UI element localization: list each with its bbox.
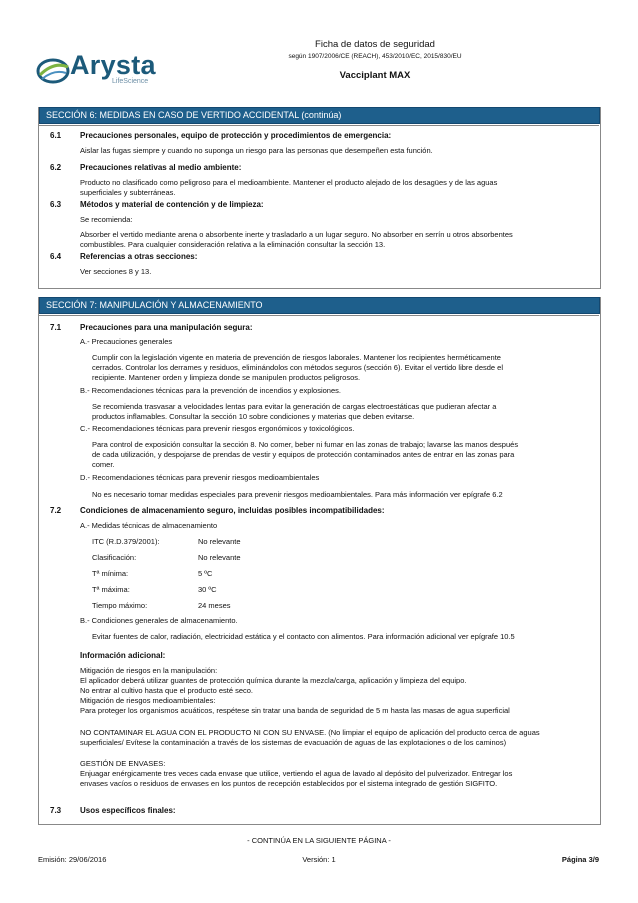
section-7-title: SECCIÓN 7: MANIPULACIÓN Y ALMACENAMIENTO: [39, 297, 600, 314]
info-line: Mitigación de riesgos medioambientales:: [80, 696, 216, 705]
info-heading: Información adicional:: [80, 651, 166, 660]
item-text: Producto no clasificado como peligroso para el medioambiente. Mantener el producto alejado de los desagües y de las aguas: [80, 178, 498, 187]
item-text: Ver secciones 8 y 13.: [80, 267, 152, 276]
item-number: 6.4: [50, 252, 62, 261]
page-number: Página 3/9: [561, 855, 599, 864]
sub-label: B.- Recomendaciones técnicas para la prevención de incendios y explosiones.: [80, 386, 341, 395]
storage-key: Tiempo máximo:: [92, 601, 148, 610]
item-heading: Referencias a otras secciones:: [80, 252, 198, 261]
info-line: Mitigación de riesgos en la manipulación:: [80, 666, 218, 675]
sub-label: D.- Recomendaciones técnicas para prevenir riesgos medioambientales: [80, 473, 320, 482]
item-text: Se recomienda:: [80, 215, 133, 224]
item-text: combustibles. Para cualquier consideración relativa a la eliminación consultar la sección 13.: [80, 240, 386, 249]
item-text: comer.: [92, 460, 115, 469]
storage-key: Tª mínima:: [92, 569, 129, 578]
sub-label: C.- Recomendaciones técnicas para prevenir riesgos ergonómicos y toxicológicos.: [80, 424, 355, 433]
info-line: superficiales/ Evítese la contaminación a través de los sistemas de evacuación de aguas de las explotaciones o de los caminos): [80, 738, 507, 747]
item-text: recipiente. Mantener orden y limpieza donde se manipulen productos peligrosos.: [92, 373, 361, 382]
item-heading: Usos específicos finales:: [80, 806, 176, 815]
item-heading: Precauciones para una manipulación segura:: [80, 323, 253, 332]
item-heading: Métodos y material de contención y de limpieza:: [80, 200, 264, 209]
storage-value: 5 ºC: [198, 569, 213, 578]
info-line: envases vacíos o residuos de envases en los puntos de recepción establecidos por el sistema integrado de gestión SIGFITO.: [80, 779, 498, 788]
divider: [38, 315, 599, 316]
continues-note: - CONTINÚA EN LA SIGUIENTE PÁGINA -: [247, 836, 391, 845]
item-text: Para control de exposición consultar la sección 8. No comer, beber ni fumar en las zonas de trabajo; lavarse las manos después: [92, 440, 519, 449]
sub-label: A.- Precauciones generales: [80, 337, 173, 346]
item-text: Aislar las fugas siempre y cuando no suponga un riesgo para las personas que desempeñen esta función.: [80, 146, 433, 155]
item-text: No es necesario tomar medidas especiales para prevenir riesgos medioambientales. Para más información ver epígrafe 6.2: [92, 490, 503, 499]
item-heading: Precauciones relativas al medio ambiente:: [80, 163, 242, 172]
product-name: Vacciplant MAX: [339, 70, 411, 81]
storage-key: Clasificación:: [92, 553, 137, 562]
divider: [38, 125, 599, 126]
item-heading: Precauciones personales, equipo de protección y procedimientos de emergencia:: [80, 131, 392, 140]
info-line: No entrar al cultivo hasta que el producto esté seco.: [80, 686, 254, 695]
item-number: 6.1: [50, 131, 62, 140]
sub-label: B.- Condiciones generales de almacenamiento.: [80, 616, 238, 625]
item-number: 7.1: [50, 323, 62, 332]
storage-value: No relevante: [198, 537, 241, 546]
item-text: Cumplir con la legislación vigente en materia de prevención de riesgos laborales. Mantener los recipientes herméticamente: [92, 353, 501, 362]
storage-key: Tª máxima:: [92, 585, 130, 594]
item-text: superficiales y subterráneas.: [80, 188, 176, 197]
info-line: GESTIÓN DE ENVASES:: [80, 759, 166, 768]
info-line: NO CONTAMINAR EL AGUA CON EL PRODUCTO NI CON SU ENVASE. (No limpiar el equipo de aplicación del producto cerca de aguas: [80, 728, 540, 737]
item-number: 7.3: [50, 806, 62, 815]
info-line: Para proteger los organismos acuáticos, respétese sin tratar una banda de seguridad de 5 m hasta las masas de agua superficial: [80, 706, 510, 715]
document-title: Ficha de datos de seguridad: [315, 39, 435, 50]
storage-value: 24 meses: [198, 601, 231, 610]
brand-name: Arysta: [70, 50, 156, 80]
item-number: 7.2: [50, 506, 62, 515]
storage-value: 30 ºC: [198, 585, 217, 594]
item-text: Se recomienda trasvasar a velocidades lentas para evitar la generación de cargas electroestáticas que pudieran afectar a: [92, 402, 497, 411]
storage-key: ITC (R.D.379/2001):: [92, 537, 160, 546]
item-text: Absorber el vertido mediante arena o absorbente inerte y trasladarlo a un lugar seguro. No absorber en serrín u otros absorbentes: [80, 230, 513, 239]
item-text: de cada utilización, y despojarse de prendas de vestir y equipos de protección contaminados antes de entrar en las zonas para: [92, 450, 515, 459]
version: Versión: 1: [302, 855, 336, 864]
item-text: Evitar fuentes de calor, radiación, electricidad estática y el contacto con alimentos. Para información adicional ver epígrafe 10.5: [92, 632, 515, 641]
item-number: 6.2: [50, 163, 62, 172]
info-line: Enjuagar enérgicamente tres veces cada envase que utilice, vertiendo el agua de lavado al depósito del pulverizador. Entregar los: [80, 769, 513, 778]
sub-label: A.- Medidas técnicas de almacenamiento: [80, 521, 218, 530]
issue-date: Emisión: 29/06/2016: [38, 855, 107, 864]
item-number: 6.3: [50, 200, 62, 209]
item-text: cerrados. Controlar los derrames y residuos, eliminándolos con métodos seguros (sección 6). Evitar el vertido libre desde el: [92, 363, 504, 372]
regulation-text: según 1907/2006/CE (REACH), 453/2010/EC, 2015/830/EU: [288, 53, 462, 60]
item-heading: Condiciones de almacenamiento seguro, incluidas posibles incompatibilidades:: [80, 506, 385, 515]
info-line: El aplicador deberá utilizar guantes de protección química durante la mezcla/carga, aplicación y limpieza del equipo.: [80, 676, 467, 685]
storage-value: No relevante: [198, 553, 241, 562]
item-text: productos inflamables. Consultar la sección 10 sobre condiciones y materias que deben evitarse.: [92, 412, 415, 421]
section-6-title: SECCIÓN 6: MEDIDAS EN CASO DE VERTIDO ACCIDENTAL (continúa): [39, 107, 600, 124]
brand-subtitle: LifeScience: [112, 78, 149, 85]
